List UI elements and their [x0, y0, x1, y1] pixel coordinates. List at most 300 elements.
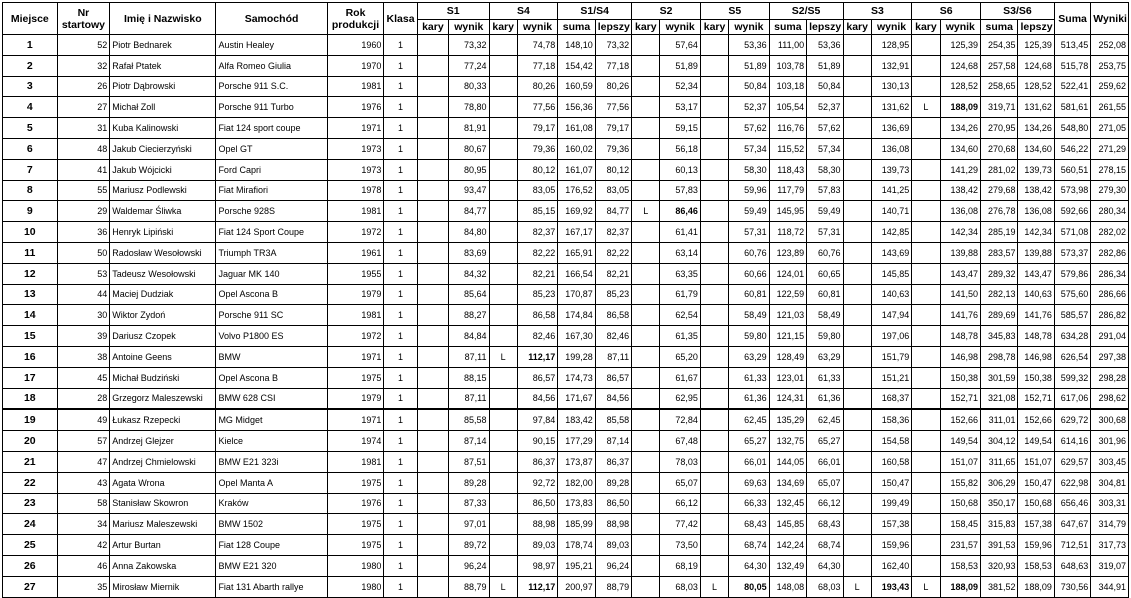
- cell-s5-result: 57,31: [729, 222, 769, 243]
- cell-s4-penalty: [489, 55, 517, 76]
- cell-place: 27: [3, 576, 58, 597]
- table-row: [3, 118, 1129, 139]
- cell-s3s6-better: 143,47: [1018, 263, 1054, 284]
- cell-s1s4-sum: 177,29: [558, 431, 595, 452]
- cell-s5-penalty: [700, 35, 728, 56]
- cell-s5-penalty: [700, 493, 728, 514]
- cell-s6-penalty: [912, 431, 940, 452]
- cell-start-number: 50: [57, 242, 110, 263]
- cell-s4-penalty: [489, 97, 517, 118]
- header-s1: S1: [417, 3, 489, 20]
- cell-s1s4-sum: 165,91: [558, 242, 595, 263]
- cell-s2s5-better: 61,33: [807, 367, 843, 388]
- cell-s5-result: 64,30: [729, 555, 769, 576]
- cell-start-number: 31: [57, 118, 110, 139]
- cell-year: 1971: [327, 346, 384, 367]
- cell-s3s6-better: 152,66: [1018, 409, 1054, 430]
- cell-s2-penalty: [632, 242, 660, 263]
- cell-s3s6-sum: 281,02: [981, 159, 1018, 180]
- cell-start-number: 38: [57, 346, 110, 367]
- cell-s5-result: 58,49: [729, 305, 769, 326]
- cell-s6-result: 136,08: [940, 201, 980, 222]
- cell-year: 1973: [327, 159, 384, 180]
- cell-s1s4-sum: 199,28: [558, 346, 595, 367]
- cell-s1s4-sum: 148,10: [558, 35, 595, 56]
- cell-total: 730,56: [1054, 576, 1090, 597]
- cell-s1-penalty: [417, 367, 448, 388]
- cell-s5-penalty: [700, 346, 728, 367]
- cell-car: Porsche 911 S.C.: [216, 76, 327, 97]
- cell-s4-result: 74,78: [517, 35, 557, 56]
- cell-s1s4-better: 89,03: [595, 535, 631, 556]
- cell-class: 1: [384, 284, 417, 305]
- cell-name: Jakub Wójcicki: [110, 159, 216, 180]
- cell-year: 1981: [327, 305, 384, 326]
- cell-class: 1: [384, 305, 417, 326]
- cell-result: 282,02: [1091, 222, 1129, 243]
- cell-s6-penalty: [912, 35, 940, 56]
- cell-s1-penalty: [417, 284, 448, 305]
- cell-s2s5-better: 62,45: [807, 409, 843, 430]
- subheader-result: wynik: [871, 20, 911, 35]
- cell-class: 1: [384, 451, 417, 472]
- cell-s4-result: 86,50: [517, 493, 557, 514]
- cell-s3-result: 160,58: [871, 451, 911, 472]
- cell-s1s4-sum: 174,73: [558, 367, 595, 388]
- cell-s4-penalty: [489, 535, 517, 556]
- cell-s4-penalty: [489, 284, 517, 305]
- subheader-result: wynik: [660, 20, 700, 35]
- cell-result: 298,62: [1091, 388, 1129, 409]
- cell-result: 304,81: [1091, 472, 1129, 493]
- cell-s3s6-sum: 285,19: [981, 222, 1018, 243]
- cell-place: 2: [3, 55, 58, 76]
- cell-start-number: 52: [57, 35, 110, 56]
- cell-s2s5-better: 60,65: [807, 263, 843, 284]
- table-row: [3, 576, 1129, 597]
- cell-s6-penalty: [912, 535, 940, 556]
- cell-s2-result: 57,64: [660, 35, 700, 56]
- cell-s1s4-sum: 161,08: [558, 118, 595, 139]
- cell-s5-result: 80,05: [729, 576, 769, 597]
- cell-place: 4: [3, 97, 58, 118]
- cell-s3s6-sum: 320,93: [981, 555, 1018, 576]
- cell-s1-result: 80,95: [449, 159, 489, 180]
- cell-class: 1: [384, 555, 417, 576]
- cell-year: 1978: [327, 180, 384, 201]
- cell-s4-penalty: [489, 35, 517, 56]
- header-results: Wyniki: [1091, 3, 1129, 35]
- cell-total: 581,61: [1054, 97, 1090, 118]
- cell-s1s4-sum: 200,97: [558, 576, 595, 597]
- cell-s6-result: 150,68: [940, 493, 980, 514]
- cell-class: 1: [384, 514, 417, 535]
- cell-start-number: 47: [57, 451, 110, 472]
- cell-s5-result: 66,01: [729, 451, 769, 472]
- cell-s1s4-sum: 171,67: [558, 388, 595, 409]
- cell-result: 279,30: [1091, 180, 1129, 201]
- cell-s4-result: 82,22: [517, 242, 557, 263]
- cell-s1s4-sum: 183,42: [558, 409, 595, 430]
- cell-s6-result: 152,71: [940, 388, 980, 409]
- cell-s3-penalty: [843, 180, 871, 201]
- cell-s2s5-better: 68,74: [807, 535, 843, 556]
- cell-s1s4-better: 79,17: [595, 118, 631, 139]
- table-row: [3, 493, 1129, 514]
- cell-s5-result: 57,34: [729, 138, 769, 159]
- cell-s2-result: 53,17: [660, 97, 700, 118]
- cell-result: 301,96: [1091, 431, 1129, 452]
- cell-s2s5-sum: 148,08: [769, 576, 806, 597]
- cell-s1s4-better: 87,11: [595, 346, 631, 367]
- cell-s6-result: 125,39: [940, 35, 980, 56]
- cell-s3-result: 141,25: [871, 180, 911, 201]
- cell-s4-penalty: [489, 367, 517, 388]
- cell-s1s4-better: 86,57: [595, 367, 631, 388]
- cell-s1-result: 84,84: [449, 326, 489, 347]
- cell-car: Porsche 911 SC: [216, 305, 327, 326]
- cell-total: 629,57: [1054, 451, 1090, 472]
- cell-year: 1979: [327, 388, 384, 409]
- subheader-penalty: kary: [632, 20, 660, 35]
- cell-s2-result: 63,35: [660, 263, 700, 284]
- cell-place: 25: [3, 535, 58, 556]
- cell-total: 513,45: [1054, 35, 1090, 56]
- cell-s6-penalty: [912, 222, 940, 243]
- cell-s4-penalty: [489, 472, 517, 493]
- cell-s6-result: 142,34: [940, 222, 980, 243]
- table-row: [3, 201, 1129, 222]
- cell-name: Artur Burtan: [110, 535, 216, 556]
- cell-s3-result: 199,49: [871, 493, 911, 514]
- cell-s1-result: 81,91: [449, 118, 489, 139]
- cell-s6-penalty: [912, 305, 940, 326]
- cell-s4-result: 86,37: [517, 451, 557, 472]
- cell-s1-penalty: [417, 388, 448, 409]
- cell-s2s5-sum: 105,54: [769, 97, 806, 118]
- cell-s2s5-sum: 128,49: [769, 346, 806, 367]
- cell-s2-result: 60,13: [660, 159, 700, 180]
- cell-s3-result: 157,38: [871, 514, 911, 535]
- cell-s1-result: 97,01: [449, 514, 489, 535]
- cell-s4-penalty: [489, 555, 517, 576]
- cell-s4-result: 92,72: [517, 472, 557, 493]
- cell-s1-result: 84,32: [449, 263, 489, 284]
- cell-start-number: 58: [57, 493, 110, 514]
- cell-s5-penalty: [700, 535, 728, 556]
- cell-s3-result: 193,43: [871, 576, 911, 597]
- cell-year: 1981: [327, 201, 384, 222]
- cell-s3-penalty: [843, 388, 871, 409]
- cell-start-number: 26: [57, 76, 110, 97]
- cell-s1s4-sum: 170,87: [558, 284, 595, 305]
- cell-s1-result: 84,77: [449, 201, 489, 222]
- cell-s3-result: 147,94: [871, 305, 911, 326]
- cell-place: 5: [3, 118, 58, 139]
- cell-total: 647,67: [1054, 514, 1090, 535]
- table-row: [3, 97, 1129, 118]
- cell-s1s4-better: 86,37: [595, 451, 631, 472]
- cell-s1s4-sum: 182,00: [558, 472, 595, 493]
- cell-name: Wiktor Zydoń: [110, 305, 216, 326]
- cell-s2s5-better: 53,36: [807, 35, 843, 56]
- cell-s2s5-sum: 103,78: [769, 55, 806, 76]
- cell-result: 303,31: [1091, 493, 1129, 514]
- cell-place: 13: [3, 284, 58, 305]
- cell-s1s4-better: 80,26: [595, 76, 631, 97]
- cell-s5-result: 66,33: [729, 493, 769, 514]
- cell-start-number: 42: [57, 535, 110, 556]
- cell-s2s5-sum: 118,72: [769, 222, 806, 243]
- cell-s5-result: 58,30: [729, 159, 769, 180]
- cell-s3s6-sum: 254,35: [981, 35, 1018, 56]
- cell-name: Anna Zakowska: [110, 555, 216, 576]
- cell-start-number: 27: [57, 97, 110, 118]
- cell-start-number: 43: [57, 472, 110, 493]
- cell-s2-result: 72,84: [660, 409, 700, 430]
- cell-s3-penalty: [843, 535, 871, 556]
- cell-s3-result: 132,91: [871, 55, 911, 76]
- cell-s3-penalty: [843, 431, 871, 452]
- cell-car: BMW 1502: [216, 514, 327, 535]
- cell-s2-result: 77,42: [660, 514, 700, 535]
- cell-s3-result: 139,73: [871, 159, 911, 180]
- cell-s3-penalty: [843, 201, 871, 222]
- cell-s6-penalty: L: [912, 576, 940, 597]
- cell-s2s5-sum: 132,49: [769, 555, 806, 576]
- cell-s1s4-sum: 161,07: [558, 159, 595, 180]
- cell-s1s4-better: 83,05: [595, 180, 631, 201]
- header-s4: S4: [489, 3, 558, 20]
- cell-name: Antoine Geens: [110, 346, 216, 367]
- cell-s4-result: 82,37: [517, 222, 557, 243]
- cell-s1-result: 87,33: [449, 493, 489, 514]
- cell-s4-result: 88,98: [517, 514, 557, 535]
- cell-s4-penalty: [489, 514, 517, 535]
- cell-s3s6-sum: 282,13: [981, 284, 1018, 305]
- cell-s3-penalty: [843, 409, 871, 430]
- cell-s2-penalty: [632, 55, 660, 76]
- cell-s5-result: 62,45: [729, 409, 769, 430]
- cell-s6-result: 188,09: [940, 576, 980, 597]
- cell-s4-penalty: [489, 263, 517, 284]
- cell-s3s6-better: 139,73: [1018, 159, 1054, 180]
- cell-s6-result: 149,54: [940, 431, 980, 452]
- cell-s2-penalty: [632, 222, 660, 243]
- cell-s2-penalty: [632, 514, 660, 535]
- cell-s3-result: 136,69: [871, 118, 911, 139]
- cell-s5-penalty: [700, 55, 728, 76]
- cell-name: Mariusz Podlewski: [110, 180, 216, 201]
- cell-s4-penalty: [489, 118, 517, 139]
- cell-year: 1972: [327, 222, 384, 243]
- cell-s3-result: 140,71: [871, 201, 911, 222]
- cell-s6-result: 150,38: [940, 367, 980, 388]
- cell-s5-penalty: [700, 242, 728, 263]
- cell-s6-result: 124,68: [940, 55, 980, 76]
- cell-s6-penalty: [912, 242, 940, 263]
- cell-s3s6-better: 138,42: [1018, 180, 1054, 201]
- cell-result: 280,34: [1091, 201, 1129, 222]
- cell-s2s5-sum: 121,15: [769, 326, 806, 347]
- cell-s2-result: 61,79: [660, 284, 700, 305]
- cell-name: Michał Budziński: [110, 367, 216, 388]
- cell-result: 261,55: [1091, 97, 1129, 118]
- cell-s4-result: 83,05: [517, 180, 557, 201]
- cell-s2s5-sum: 145,85: [769, 514, 806, 535]
- cell-class: 1: [384, 55, 417, 76]
- cell-s3s6-sum: 289,69: [981, 305, 1018, 326]
- cell-s4-penalty: [489, 138, 517, 159]
- cell-total: 560,51: [1054, 159, 1090, 180]
- cell-s2-result: 61,35: [660, 326, 700, 347]
- cell-s2s5-better: 57,83: [807, 180, 843, 201]
- cell-s2-result: 66,12: [660, 493, 700, 514]
- cell-car: Opel Ascona B: [216, 284, 327, 305]
- cell-total: 585,57: [1054, 305, 1090, 326]
- cell-s6-penalty: [912, 555, 940, 576]
- cell-s5-result: 59,96: [729, 180, 769, 201]
- cell-s3s6-better: 131,62: [1018, 97, 1054, 118]
- cell-name: Henryk Lipiński: [110, 222, 216, 243]
- cell-s4-penalty: [489, 409, 517, 430]
- cell-s4-result: 80,12: [517, 159, 557, 180]
- cell-s3s6-sum: 311,01: [981, 409, 1018, 430]
- cell-s2-result: 65,07: [660, 472, 700, 493]
- cell-year: 1971: [327, 118, 384, 139]
- cell-start-number: 28: [57, 388, 110, 409]
- cell-s1s4-better: 84,77: [595, 201, 631, 222]
- cell-s2s5-sum: 132,75: [769, 431, 806, 452]
- cell-car: Triumph TR3A: [216, 242, 327, 263]
- cell-start-number: 36: [57, 222, 110, 243]
- cell-s6-result: 158,53: [940, 555, 980, 576]
- cell-s5-result: 57,62: [729, 118, 769, 139]
- cell-s3-result: 154,58: [871, 431, 911, 452]
- cell-s2s5-better: 57,34: [807, 138, 843, 159]
- cell-s3s6-sum: 289,32: [981, 263, 1018, 284]
- cell-s3-penalty: [843, 242, 871, 263]
- cell-result: 252,08: [1091, 35, 1129, 56]
- cell-s3-result: 128,95: [871, 35, 911, 56]
- cell-s3s6-sum: 311,65: [981, 451, 1018, 472]
- cell-s4-penalty: L: [489, 346, 517, 367]
- cell-year: 1976: [327, 97, 384, 118]
- cell-s5-penalty: [700, 138, 728, 159]
- subheader-penalty: kary: [700, 20, 728, 35]
- cell-s5-result: 68,43: [729, 514, 769, 535]
- cell-s5-penalty: [700, 284, 728, 305]
- cell-s5-result: 59,49: [729, 201, 769, 222]
- cell-car: Opel Manta A: [216, 472, 327, 493]
- header-year: Rok produkcji: [327, 3, 384, 35]
- cell-s1-result: 87,11: [449, 346, 489, 367]
- cell-s6-penalty: [912, 326, 940, 347]
- cell-s1-penalty: [417, 55, 448, 76]
- cell-s4-result: 90,15: [517, 431, 557, 452]
- cell-class: 1: [384, 388, 417, 409]
- cell-s1s4-better: 86,58: [595, 305, 631, 326]
- cell-s3s6-better: 141,76: [1018, 305, 1054, 326]
- cell-s2-penalty: [632, 138, 660, 159]
- cell-car: BMW E21 320: [216, 555, 327, 576]
- subheader-better: lepszy: [807, 20, 843, 35]
- cell-s1s4-better: 84,56: [595, 388, 631, 409]
- cell-s2s5-better: 59,49: [807, 201, 843, 222]
- cell-s1-penalty: [417, 263, 448, 284]
- cell-s4-penalty: L: [489, 576, 517, 597]
- cell-total: 546,22: [1054, 138, 1090, 159]
- cell-result: 291,04: [1091, 326, 1129, 347]
- cell-s2s5-sum: 118,43: [769, 159, 806, 180]
- cell-s1-penalty: [417, 555, 448, 576]
- cell-s1-penalty: [417, 493, 448, 514]
- cell-s2-result: 62,54: [660, 305, 700, 326]
- cell-s3s6-better: 148,78: [1018, 326, 1054, 347]
- cell-total: 617,06: [1054, 388, 1090, 409]
- cell-s2s5-better: 64,30: [807, 555, 843, 576]
- table-row: [3, 222, 1129, 243]
- cell-s6-result: 188,09: [940, 97, 980, 118]
- cell-s3s6-sum: 350,17: [981, 493, 1018, 514]
- cell-s4-result: 82,46: [517, 326, 557, 347]
- table-row: [3, 514, 1129, 535]
- cell-s1s4-sum: 160,02: [558, 138, 595, 159]
- cell-s6-penalty: [912, 493, 940, 514]
- cell-s2s5-sum: 123,89: [769, 242, 806, 263]
- cell-s2-result: 61,41: [660, 222, 700, 243]
- cell-s3s6-better: 157,38: [1018, 514, 1054, 535]
- subheader-penalty: kary: [489, 20, 517, 35]
- subheader-result: wynik: [940, 20, 980, 35]
- cell-name: Stanisław Skowron: [110, 493, 216, 514]
- cell-year: 1955: [327, 263, 384, 284]
- cell-s2s5-better: 57,62: [807, 118, 843, 139]
- cell-class: 1: [384, 263, 417, 284]
- cell-s6-result: 141,29: [940, 159, 980, 180]
- cell-s5-penalty: [700, 514, 728, 535]
- cell-s3s6-better: 158,53: [1018, 555, 1054, 576]
- table-row: [3, 326, 1129, 347]
- cell-s2s5-better: 59,80: [807, 326, 843, 347]
- cell-place: 12: [3, 263, 58, 284]
- cell-s1s4-sum: 174,84: [558, 305, 595, 326]
- cell-s3-result: 143,69: [871, 242, 911, 263]
- cell-total: 629,72: [1054, 409, 1090, 430]
- cell-s1-penalty: [417, 535, 448, 556]
- cell-s6-result: 139,88: [940, 242, 980, 263]
- cell-class: 1: [384, 493, 417, 514]
- cell-s2s5-sum: 103,18: [769, 76, 806, 97]
- cell-class: 1: [384, 242, 417, 263]
- cell-place: 7: [3, 159, 58, 180]
- cell-start-number: 44: [57, 284, 110, 305]
- cell-s1s4-better: 88,98: [595, 514, 631, 535]
- cell-s2s5-better: 60,76: [807, 242, 843, 263]
- cell-s6-result: 151,07: [940, 451, 980, 472]
- table-row: [3, 159, 1129, 180]
- cell-s1s4-better: 77,56: [595, 97, 631, 118]
- cell-s2s5-sum: 111,00: [769, 35, 806, 56]
- cell-s4-result: 112,17: [517, 576, 557, 597]
- cell-s1-penalty: [417, 409, 448, 430]
- cell-s2s5-better: 65,27: [807, 431, 843, 452]
- cell-s3-result: 145,85: [871, 263, 911, 284]
- subheader-sum: suma: [769, 20, 806, 35]
- cell-class: 1: [384, 409, 417, 430]
- cell-s5-result: 69,63: [729, 472, 769, 493]
- cell-s5-result: 51,89: [729, 55, 769, 76]
